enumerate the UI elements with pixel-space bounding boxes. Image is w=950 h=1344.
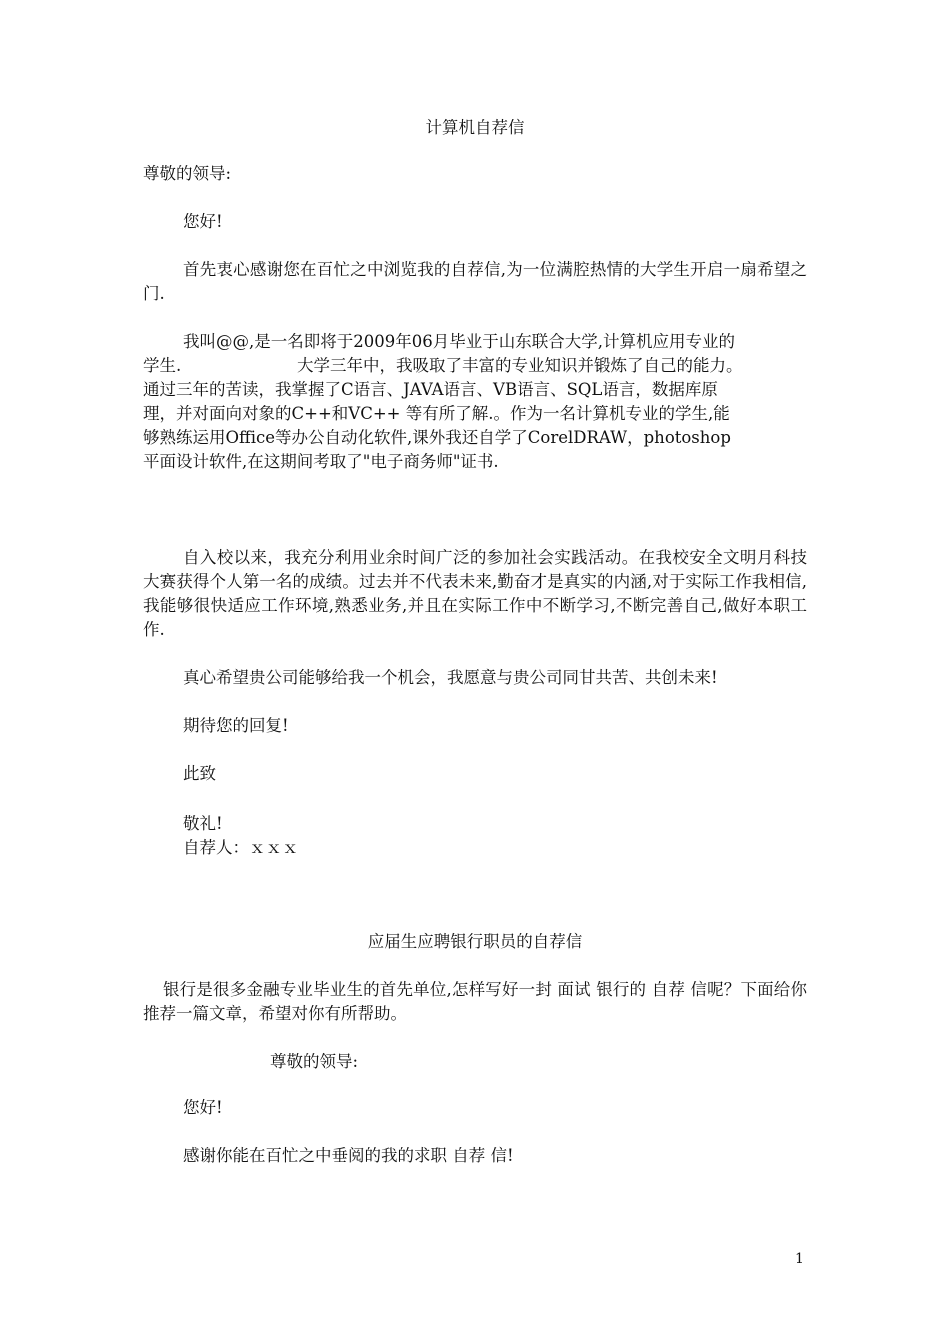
letter2-salutation: 尊敬的领导:	[270, 1052, 359, 1071]
letter1-paragraph-2-line-4: 理，并对面向对象的C++和VC++ 等有所了解.。作为一名计算机专业的学生,能	[143, 404, 730, 423]
letter2-title: 应届生应聘银行职员的自荐信	[367, 932, 583, 951]
letter1-paragraph-4: 真心希望贵公司能够给我一个机会，我愿意与贵公司同甘共苦、共创未来!	[183, 668, 718, 687]
letter1-paragraph-2-line-3: 通过三年的苦读，我掌握了C语言、JAVA语言、VB语言、SQL语言，数据库原	[143, 380, 718, 399]
page-number: 1	[795, 1251, 804, 1267]
letter1-paragraph-2-line-6: 平面设计软件,在这期间考取了"电子商务师"证书.	[143, 452, 499, 471]
letter1-paragraph-2-line-2b: 大学三年中，我吸取了丰富的专业知识并锻炼了自己的能力。	[297, 356, 743, 375]
letter1-closing-1: 此致	[183, 764, 216, 783]
letter2-intro: 银行是很多金融专业毕业生的首先单位,怎样写好一封 面试 银行的 自荐 信呢？下面给你推荐一篇文章，希望对你有所帮助。	[143, 980, 807, 1023]
letter1-paragraph-1: 首先衷心感谢您在百忙之中浏览我的自荐信,为一位满腔热情的大学生开启一扇希望之门.	[143, 260, 807, 303]
letter1-paragraph-2-line-5: 够熟练运用Office等办公自动化软件,课外我还自学了CorelDRAW，photoshop	[143, 428, 731, 447]
letter1-signature: 自荐人：ｘｘｘ	[183, 838, 299, 857]
letter1-closing-2: 敬礼!	[183, 814, 223, 833]
letter1-paragraph-5: 期待您的回复!	[183, 716, 289, 735]
letter2-paragraph-1: 感谢你能在百忙之中垂阅的我的求职 自荐 信!	[183, 1146, 514, 1165]
letter1-title: 计算机自荐信	[425, 118, 525, 137]
letter1-paragraph-3: 自入校以来，我充分利用业余时间广泛的参加社会实践活动。在我校安全文明月科技大赛获得个人第一名的成绩。过去并不代表未来,勤奋才是真实的内涵,对于实际工作我相信,我能够很快适应工作环境,熟悉业务,并且在实际工作中不断学习,不断完善自己,做好本职工作.	[143, 548, 807, 639]
letter1-salutation: 尊敬的领导:	[143, 164, 232, 183]
letter1-greeting: 您好!	[183, 212, 223, 231]
letter1-paragraph-2-line-2a: 学生.	[143, 356, 182, 375]
letter1-paragraph-2-line-1: 我叫@@,是一名即将于2009年06月毕业于山东联合大学,计算机应用专业的	[183, 332, 735, 351]
letter2-greeting: 您好!	[183, 1098, 223, 1117]
